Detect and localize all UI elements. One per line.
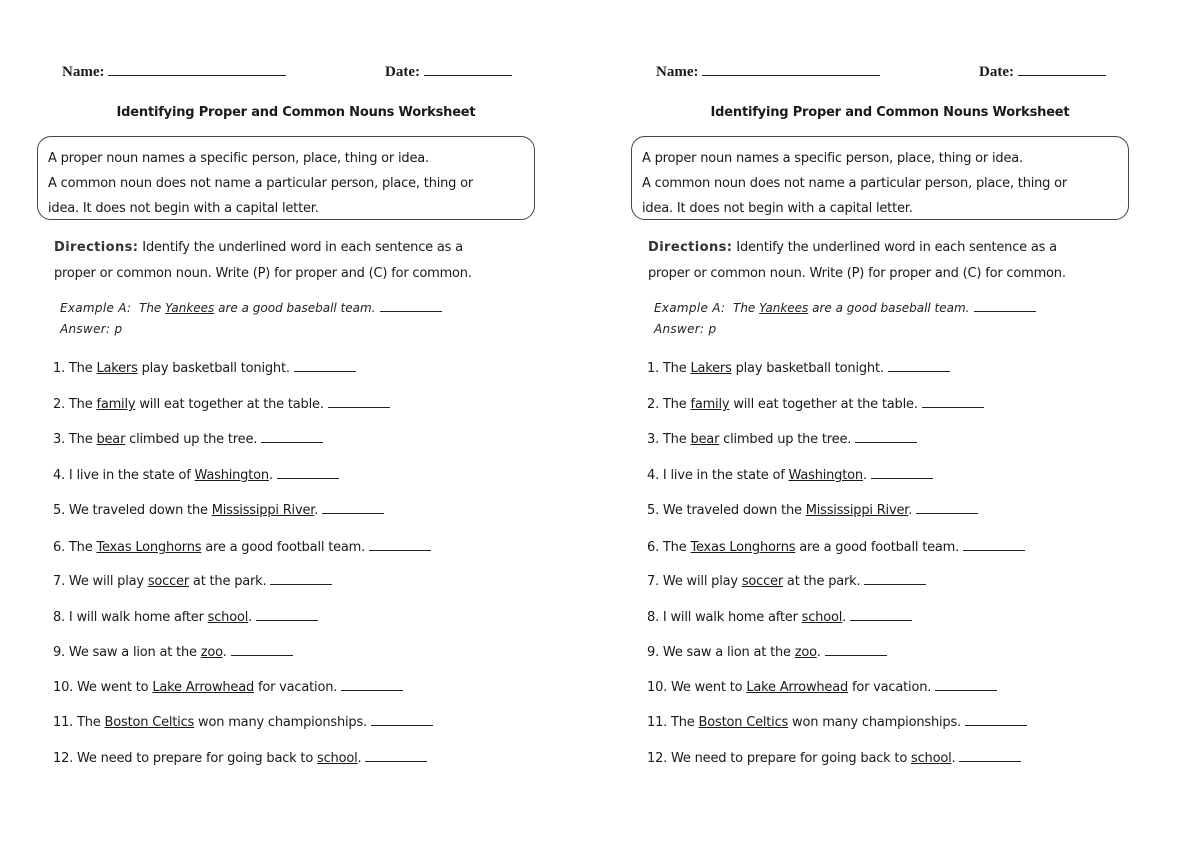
underlined-word: Washington bbox=[788, 468, 863, 483]
underlined-word: family bbox=[96, 397, 136, 412]
question-text: 8. I will walk home after bbox=[53, 610, 208, 625]
definition-line: A proper noun names a specific person, place, thing or idea. bbox=[48, 151, 429, 166]
question-text: 3. The bbox=[647, 432, 691, 447]
example-before: The bbox=[733, 301, 760, 315]
question-text: 5. We traveled down the bbox=[53, 503, 212, 518]
answer-blank[interactable] bbox=[365, 749, 427, 762]
date-blank[interactable] bbox=[1018, 63, 1106, 76]
question-text: at the park. bbox=[189, 574, 267, 589]
question-text: 2. The bbox=[53, 397, 97, 412]
question-text: 11. The bbox=[53, 715, 105, 730]
example bbox=[654, 298, 1036, 340]
underlined-word: school bbox=[911, 751, 952, 766]
underlined-word: Texas Longhorns bbox=[690, 540, 796, 555]
question-item bbox=[53, 572, 332, 589]
underlined-word: school bbox=[317, 751, 358, 766]
answer-blank[interactable] bbox=[855, 430, 917, 443]
answer-blank[interactable] bbox=[935, 678, 997, 691]
underlined-word: family bbox=[690, 397, 730, 412]
answer-blank[interactable] bbox=[850, 608, 912, 621]
example-label: Example A: bbox=[654, 301, 726, 315]
worksheet-title: Identifying Proper and Common Nouns Worksheet bbox=[116, 105, 476, 120]
underlined-word: Boston Celtics bbox=[104, 715, 195, 730]
question-text: . bbox=[908, 503, 913, 518]
underlined-word: Washington bbox=[194, 468, 269, 483]
answer-blank[interactable] bbox=[341, 678, 403, 691]
question-text: will eat together at the table. bbox=[729, 397, 918, 412]
question-text: . bbox=[314, 503, 319, 518]
answer-blank[interactable] bbox=[369, 538, 431, 551]
question-text: 12. We need to prepare for going back to bbox=[647, 751, 912, 766]
question-text: 12. We need to prepare for going back to bbox=[53, 751, 318, 766]
question-text: are a good football team. bbox=[201, 540, 366, 555]
underlined-word: school bbox=[207, 610, 249, 625]
name-label: Name: bbox=[62, 64, 105, 80]
question-text: 5. We traveled down the bbox=[647, 503, 806, 518]
question-item bbox=[53, 395, 390, 412]
question-text: play basketball tonight. bbox=[137, 361, 290, 376]
answer-blank[interactable] bbox=[965, 713, 1027, 726]
definition-line: idea. It does not begin with a capital letter. bbox=[48, 201, 319, 216]
definition-box bbox=[37, 136, 535, 220]
question-item bbox=[53, 713, 433, 730]
answer-blank[interactable] bbox=[270, 572, 332, 585]
underlined-word: soccer bbox=[741, 574, 783, 589]
answer-blank[interactable] bbox=[231, 643, 293, 656]
definition-line: idea. It does not begin with a capital letter. bbox=[642, 201, 913, 216]
answer-blank[interactable] bbox=[277, 466, 339, 479]
date-field[interactable] bbox=[385, 63, 512, 81]
question-item bbox=[53, 466, 339, 483]
underlined-word: zoo bbox=[200, 645, 223, 660]
question-text: 9. We saw a lion at the bbox=[53, 645, 201, 660]
date-blank[interactable] bbox=[424, 63, 512, 76]
underlined-word: Lakers bbox=[96, 361, 138, 376]
definition-line: A proper noun names a specific person, place, thing or idea. bbox=[642, 151, 1023, 166]
underlined-word: Boston Celtics bbox=[698, 715, 789, 730]
directions-label: Directions: bbox=[54, 240, 139, 255]
question-text: 1. The bbox=[647, 361, 691, 376]
underlined-word: Texas Longhorns bbox=[96, 540, 202, 555]
example-answer: Answer: p bbox=[654, 322, 717, 336]
directions bbox=[54, 235, 472, 287]
directions-text: proper or common noun. Write (P) for proper and (C) for common. bbox=[54, 266, 472, 281]
question-item bbox=[647, 713, 1027, 730]
question-text: . bbox=[951, 751, 956, 766]
question-text: 6. The bbox=[53, 540, 97, 555]
question-text: . bbox=[268, 468, 273, 483]
name-field[interactable] bbox=[656, 63, 880, 81]
name-blank[interactable] bbox=[108, 63, 286, 76]
question-text: 10. We went to bbox=[647, 680, 747, 695]
example-answer-blank bbox=[380, 299, 442, 312]
question-text: are a good football team. bbox=[795, 540, 960, 555]
answer-blank[interactable] bbox=[371, 713, 433, 726]
question-item bbox=[53, 749, 427, 766]
question-text: will eat together at the table. bbox=[135, 397, 324, 412]
question-text: . bbox=[222, 645, 227, 660]
directions-text: Identify the underlined word in each sentence as a bbox=[138, 240, 463, 255]
answer-blank[interactable] bbox=[322, 501, 384, 514]
question-item bbox=[647, 395, 984, 412]
question-item bbox=[647, 430, 917, 447]
question-item bbox=[53, 643, 293, 660]
question-item bbox=[53, 430, 323, 447]
question-text: at the park. bbox=[783, 574, 861, 589]
date-label: Date: bbox=[385, 64, 420, 80]
question-text: 1. The bbox=[53, 361, 97, 376]
definition-line: A common noun does not name a particular person, place, thing or bbox=[642, 176, 1068, 191]
question-text: 11. The bbox=[647, 715, 699, 730]
question-text: 7. We will play bbox=[53, 574, 148, 589]
question-text: 7. We will play bbox=[647, 574, 742, 589]
underlined-word: Lake Arrowhead bbox=[152, 680, 255, 695]
example-after: are a good baseball team. bbox=[214, 301, 376, 315]
directions-label: Directions: bbox=[648, 240, 733, 255]
answer-blank[interactable] bbox=[922, 395, 984, 408]
question-item bbox=[647, 749, 1021, 766]
underlined-word: Lake Arrowhead bbox=[746, 680, 849, 695]
question-text: climbed up the tree. bbox=[719, 432, 852, 447]
question-text: . bbox=[816, 645, 821, 660]
answer-blank[interactable] bbox=[888, 359, 950, 372]
question-text: climbed up the tree. bbox=[125, 432, 258, 447]
question-text: 8. I will walk home after bbox=[647, 610, 802, 625]
question-item bbox=[53, 501, 384, 518]
name-field[interactable] bbox=[62, 63, 286, 81]
answer-blank[interactable] bbox=[294, 359, 356, 372]
question-item bbox=[647, 678, 997, 695]
underlined-word: Mississippi River bbox=[211, 503, 315, 518]
underlined-word: bear bbox=[690, 432, 720, 447]
question-item bbox=[647, 643, 887, 660]
question-text: . bbox=[248, 610, 253, 625]
worksheet-right bbox=[630, 0, 1190, 849]
question-text: . bbox=[357, 751, 362, 766]
answer-blank[interactable] bbox=[916, 501, 978, 514]
question-text: 10. We went to bbox=[53, 680, 153, 695]
answer-blank[interactable] bbox=[959, 749, 1021, 762]
example-answer: Answer: p bbox=[60, 322, 123, 336]
definition-line: A common noun does not name a particular person, place, thing or bbox=[48, 176, 474, 191]
question-item bbox=[647, 466, 933, 483]
question-item bbox=[647, 538, 1025, 555]
worksheet-left bbox=[36, 0, 596, 849]
example-after: are a good baseball team. bbox=[808, 301, 970, 315]
question-text: won many championships. bbox=[194, 715, 367, 730]
question-item bbox=[647, 572, 926, 589]
example-label: Example A: bbox=[60, 301, 132, 315]
answer-blank[interactable] bbox=[963, 538, 1025, 551]
underlined-word: bear bbox=[96, 432, 126, 447]
answer-blank[interactable] bbox=[256, 608, 318, 621]
name-blank[interactable] bbox=[702, 63, 880, 76]
question-text: 4. I live in the state of bbox=[53, 468, 195, 483]
example-underlined-word: Yankees bbox=[759, 301, 809, 315]
answer-blank[interactable] bbox=[328, 395, 390, 408]
question-item bbox=[647, 608, 912, 625]
question-text: won many championships. bbox=[788, 715, 961, 730]
underlined-word: soccer bbox=[147, 574, 189, 589]
directions-text: proper or common noun. Write (P) for proper and (C) for common. bbox=[648, 266, 1066, 281]
underlined-word: Mississippi River bbox=[805, 503, 909, 518]
question-item bbox=[53, 538, 431, 555]
question-text: for vacation. bbox=[848, 680, 932, 695]
question-text: 6. The bbox=[647, 540, 691, 555]
question-item bbox=[53, 608, 318, 625]
directions bbox=[648, 235, 1066, 287]
question-item bbox=[53, 678, 403, 695]
question-text: for vacation. bbox=[254, 680, 338, 695]
underlined-word: Lakers bbox=[690, 361, 732, 376]
question-text: 9. We saw a lion at the bbox=[647, 645, 795, 660]
question-text: 4. I live in the state of bbox=[647, 468, 789, 483]
example-answer-blank bbox=[974, 299, 1036, 312]
question-text: 2. The bbox=[647, 397, 691, 412]
question-text: . bbox=[862, 468, 867, 483]
directions-text: Identify the underlined word in each sentence as a bbox=[732, 240, 1057, 255]
name-label: Name: bbox=[656, 64, 699, 80]
question-text: 3. The bbox=[53, 432, 97, 447]
question-item bbox=[647, 501, 978, 518]
date-field[interactable] bbox=[979, 63, 1106, 81]
example-before: The bbox=[139, 301, 166, 315]
worksheet-title: Identifying Proper and Common Nouns Worksheet bbox=[710, 105, 1070, 120]
answer-blank[interactable] bbox=[871, 466, 933, 479]
question-item bbox=[647, 359, 950, 376]
underlined-word: zoo bbox=[794, 645, 817, 660]
definition-box bbox=[631, 136, 1129, 220]
question-text: play basketball tonight. bbox=[731, 361, 884, 376]
example bbox=[60, 298, 442, 340]
underlined-word: school bbox=[801, 610, 843, 625]
answer-blank[interactable] bbox=[825, 643, 887, 656]
answer-blank[interactable] bbox=[261, 430, 323, 443]
answer-blank[interactable] bbox=[864, 572, 926, 585]
question-text: . bbox=[842, 610, 847, 625]
question-item bbox=[53, 359, 356, 376]
example-underlined-word: Yankees bbox=[165, 301, 215, 315]
date-label: Date: bbox=[979, 64, 1014, 80]
